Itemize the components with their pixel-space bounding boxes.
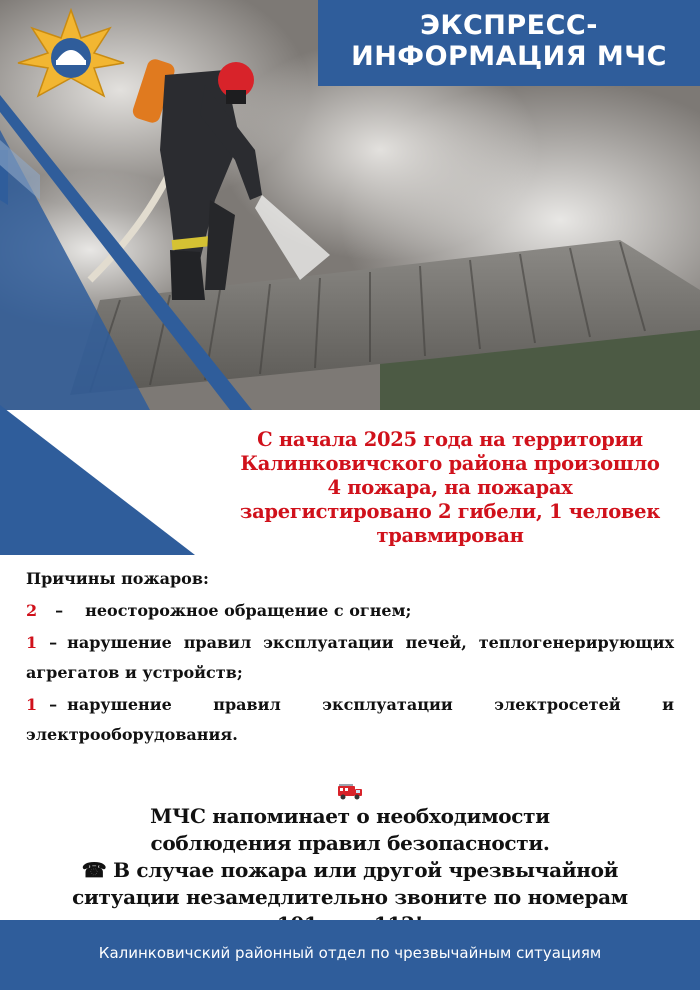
cause-dash: –	[49, 695, 58, 714]
headline-line: зарегистировано 2 гибели, 1 человек	[239, 500, 661, 523]
fire-truck-icon	[337, 782, 363, 800]
footer	[0, 920, 700, 990]
headline-line: С начала 2025 года на территории	[257, 428, 643, 451]
cause-count: 1	[26, 633, 38, 652]
reminder-line-1	[20, 776, 680, 830]
cause-item	[26, 690, 674, 750]
causes-section	[26, 566, 674, 752]
reminder-line-2: соблюдения правил безопасности.	[150, 831, 550, 855]
headline-line: 4 пожара, на пожарах	[327, 476, 573, 499]
reminder-line-4: ситуации незамедлительно звоните по номерам	[72, 885, 628, 909]
title-line-2: ИНФОРМАЦИЯ МЧС	[351, 41, 667, 72]
headline	[200, 428, 700, 548]
cause-item	[26, 596, 674, 626]
reminder-text: МЧС напоминает о необходимости	[150, 804, 550, 828]
causes-heading: Причины пожаров:	[26, 569, 209, 588]
cause-text: нарушение правил эксплуатации электросетей и электрооборудования.	[26, 695, 674, 744]
decorative-triangle	[0, 405, 220, 585]
cause-dash: –	[49, 633, 58, 652]
cause-text: нарушение правил эксплуатации печей, теплогенерирующих агрегатов и устройств;	[26, 633, 674, 682]
cause-text: неосторожное обращение с огнем;	[85, 601, 412, 620]
headline-line: Калинковичского района произошло	[240, 452, 660, 475]
cause-dash: –	[55, 601, 64, 620]
cause-item	[26, 628, 674, 688]
page-title	[318, 0, 700, 86]
mchs-emblem-icon	[14, 8, 128, 98]
footer-text: Калинковичский районный отдел по чрезвычайным ситуациям	[98, 944, 602, 962]
reminder-line-3: ☎ В случае пожара или другой чрезвычайной	[81, 858, 619, 882]
title-line-1: ЭКСПРЕСС-	[420, 10, 598, 41]
cause-count: 2	[26, 601, 38, 620]
cause-count: 1	[26, 695, 38, 714]
headline-line: травмирован	[376, 524, 524, 547]
